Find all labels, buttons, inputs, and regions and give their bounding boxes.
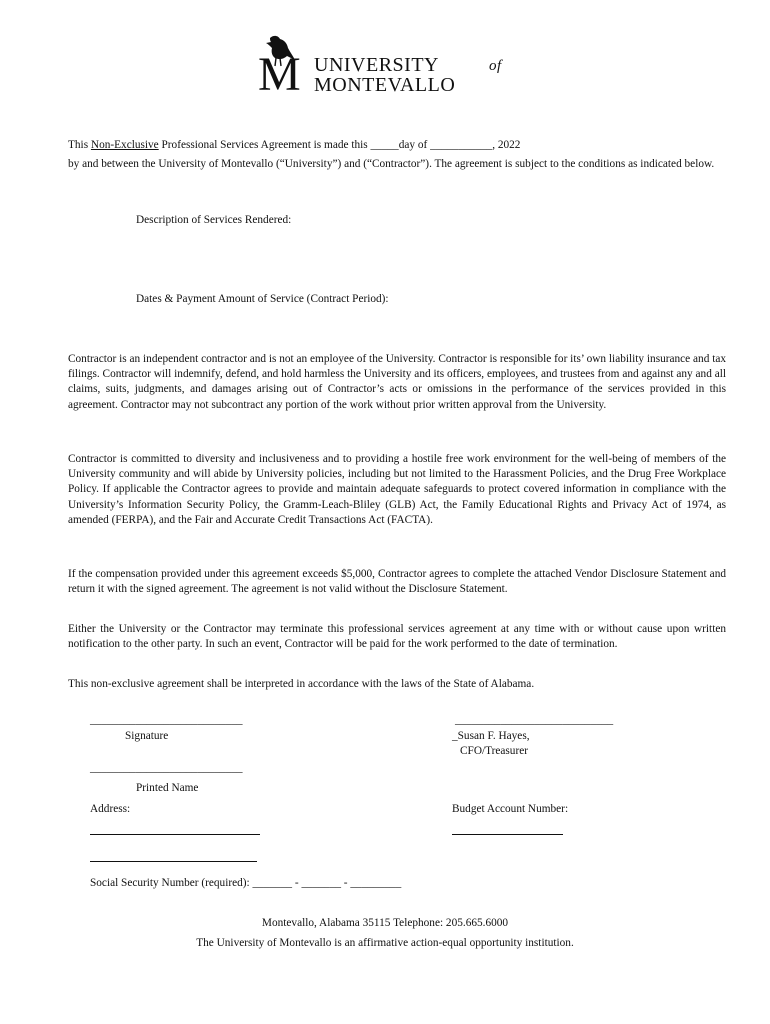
logo-montevallo: MONTEVALLO (314, 74, 456, 96)
cfo-name: _Susan F. Hayes, (452, 730, 530, 742)
paragraph-independent-contractor: Contractor is an independent contractor and is not an employee of the University. Contractor is responsible for its’ own liability insurance and tax filings. Contractor will indemnify, defend, and hold harmless the University and its officers, employees, and trustees from and against any and all claims, suits, judgments, and damages arising out of Contractor’s acts or omissions in the performance of the services provided in this agreement. Contractor may not subcontract any portion of the work without prior written approval from the University. (68, 353, 726, 411)
intro-non-exclusive: Non-Exclusive (90, 139, 159, 151)
intro-post: Professional Services Agreement is made this _____day of ___________, 2022 (158, 139, 521, 151)
university-logo (258, 34, 518, 100)
paragraph-governing-law: This non-exclusive agreement shall be interpreted in accordance with the laws of the State of Alabama. (68, 678, 535, 690)
description-label: Description of Services Rendered: (136, 214, 292, 226)
address-line-2[interactable] (90, 861, 257, 862)
cfo-signature-line: ____________________________ (455, 714, 614, 726)
intro-line (68, 138, 520, 153)
signature-line[interactable]: ___________________________ (90, 714, 243, 726)
paragraph-diversity: Contractor is committed to diversity and inclusiveness and to providing a hostile free work environment for the well-being of members of the University community and will abide by University policies, including but not limited to the Harassment Policies, and the Drug Free Workplace Policy. If applicable the Contractor agrees to provide and maintain adequate safeguards to protect covered information in compliance with the University’s Information Security Policy, the Gramm-Leach-Bliley (GLB) Act, the Family Educational Rights and Privacy Act of 1974, as amended (FERPA), and the Fair and Accurate Credit Transactions Act (FACTA). (68, 453, 726, 526)
footer-eeo: The University of Montevallo is an affirmative action-equal opportunity institution. (196, 937, 574, 949)
printed-name-line[interactable]: ___________________________ (90, 762, 243, 774)
budget-account-line[interactable] (452, 834, 563, 835)
printed-name-label: Printed Name (136, 782, 199, 794)
logo-monogram: M (258, 48, 302, 101)
cfo-title: CFO/Treasurer (460, 745, 528, 757)
logo-university: UNIVERSITY (314, 54, 439, 76)
address-label: Address: (90, 803, 131, 815)
intro-pre: This (68, 139, 91, 151)
dates-label: Dates & Payment Amount of Service (Contract Period): (136, 293, 389, 305)
footer-address: Montevallo, Alabama 35115 Telephone: 205.665.6000 (261, 917, 509, 929)
budget-account-label: Budget Account Number: (452, 803, 569, 815)
paragraph-compensation: If the compensation provided under this agreement exceeds $5,000, Contractor agrees to complete the attached Vendor Disclosure Statement and return it with the signed agreement. The agreement is not valid without the Disclosure Statement. (68, 568, 726, 596)
intro-parties: by and between the University of Montevallo (“University”) and (“Contractor”). The agreement is subject to the conditions as indicated below. (68, 158, 715, 170)
signature-label: Signature (125, 730, 169, 742)
address-line-1[interactable] (90, 834, 260, 835)
ssn-field[interactable]: Social Security Number (required): _______ - _______ - _________ (90, 877, 402, 889)
paragraph-termination: Either the University or the Contractor may terminate this professional services agreement at any time with or without cause upon written notification to the other party. In such an event, Contractor will be paid for the work performed to the date of termination. (68, 623, 726, 651)
logo-of: of (489, 58, 502, 74)
